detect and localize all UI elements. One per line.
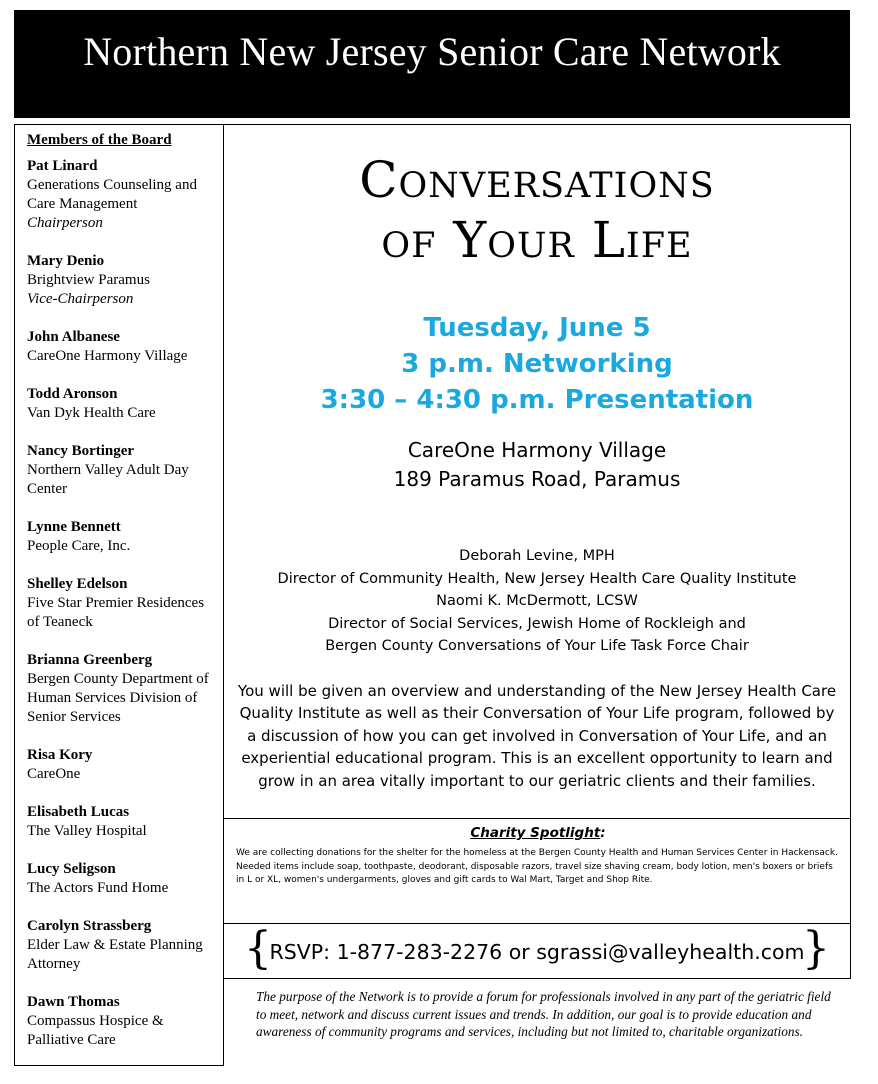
header-banner	[14, 10, 850, 118]
venue-address: 189 Paramus Road, Paramus	[393, 467, 681, 491]
board-member-name: Carolyn Strassberg	[27, 918, 152, 934]
speaker2-name: Naomi K. McDermott, LCSW	[436, 593, 638, 609]
board-member-organization: The Valley Hospital	[27, 823, 147, 839]
charity-text: We are collecting donations for the shelter for the homeless at the Bergen County Health and Human Services Center in Hackensack. Needed items include soap, toothpaste, deodorant, disposable razors, travel size shaving cream, body lotion, men's boxers or briefs in L or XL, women's undergarments, gloves and gift cards to Wal Mart, Target and Shop Rite.	[236, 848, 838, 885]
board-member-organization: Van Dyk Health Care	[27, 405, 156, 421]
event-details	[224, 310, 850, 418]
board-member-organization: Elder Law & Estate Planning Attorney	[27, 937, 203, 972]
board-member-organization: Compassus Hospice & Palliative Care	[27, 1013, 164, 1048]
event-networking-time: 3 p.m. Networking	[401, 349, 673, 379]
board-heading: Members of the Board	[27, 132, 172, 148]
board-member-name: Todd Aronson	[27, 386, 118, 402]
board-member-name: Risa Kory	[27, 747, 93, 763]
board-member	[27, 993, 215, 1050]
speaker1-name: Deborah Levine, MPH	[459, 548, 615, 564]
event-title-line1: Conversations	[359, 151, 715, 209]
speakers	[224, 545, 850, 658]
event-venue	[224, 436, 850, 494]
speaker2-title-line2: Bergen County Conversations of Your Life Task Force Chair	[325, 638, 749, 654]
board-member-organization: Generations Counseling and Care Management	[27, 177, 197, 212]
network-purpose: The purpose of the Network is to provide a forum for professionals involved in any part of the geriatric field to meet, network and discuss current issues and trends. In addition, our goal is to provide education and awareness of community programs and services, including but not limited to, charitable organizations.	[256, 989, 831, 1039]
board-member-role: Chairperson	[27, 215, 103, 231]
board-member-organization: Brightview Paramus	[27, 272, 150, 288]
network-title: Northern New Jersey Senior Care Network	[83, 29, 781, 74]
board-member-name: Nancy Bortinger	[27, 443, 135, 459]
speaker2-title-line1: Director of Social Services, Jewish Home of Rockleigh and	[328, 615, 746, 632]
charity-title: Charity Spotlight	[470, 825, 601, 841]
event-date: Tuesday, June 5	[423, 313, 651, 343]
board-member-name: Pat Linard	[27, 158, 98, 174]
board-member-name: Brianna Greenberg	[27, 652, 153, 668]
board-member	[27, 917, 215, 974]
board-member-name: Dawn Thomas	[27, 994, 120, 1010]
charity-heading	[236, 825, 840, 841]
event-presentation-time: 3:30 – 4:30 p.m. Presentation	[320, 385, 754, 415]
board-member	[27, 651, 215, 727]
board-member	[27, 518, 215, 556]
event-title	[224, 150, 850, 270]
board-member-organization: The Actors Fund Home	[27, 880, 169, 896]
board-member-name: John Albanese	[27, 329, 120, 345]
board-member-organization: Northern Valley Adult Day Center	[27, 462, 189, 497]
board-member-name: Elisabeth Lucas	[27, 804, 130, 820]
main-panel	[224, 124, 851, 979]
board-member-organization: Bergen County Department of Human Services Division of Senior Services	[27, 671, 209, 725]
speaker1-title: Director of Community Health, New Jersey Health Care Quality Institute	[277, 570, 797, 587]
right-brace: }	[802, 923, 830, 974]
board-member-organization: CareOne Harmony Village	[27, 348, 188, 364]
charity-spotlight	[224, 818, 850, 924]
board-member	[27, 157, 215, 233]
board-member-role: Vice-Chairperson	[27, 291, 134, 307]
board-sidebar	[14, 124, 224, 1066]
board-member-organization: People Care, Inc.	[27, 538, 131, 554]
board-member	[27, 575, 215, 632]
venue-name: CareOne Harmony Village	[407, 438, 667, 462]
board-member	[27, 252, 215, 309]
board-member-name: Shelley Edelson	[27, 576, 128, 592]
charity-title-colon: :	[600, 825, 606, 841]
rsvp-text: RSVP: 1-877-283-2276 or sgrassi@valleyhealth.com	[269, 939, 805, 964]
board-member	[27, 803, 215, 841]
board-member-organization: CareOne	[27, 766, 81, 782]
board-member	[27, 385, 215, 423]
board-member	[27, 442, 215, 499]
board-member	[27, 860, 215, 898]
board-member-organization: Five Star Premier Residences of Teaneck	[27, 595, 205, 630]
board-member	[27, 746, 215, 784]
event-title-line2: of Your Life	[381, 211, 693, 269]
board-member-name: Lynne Bennett	[27, 519, 121, 535]
board-member	[27, 328, 215, 366]
board-member-list	[27, 157, 215, 1050]
board-member-name: Mary Denio	[27, 253, 105, 269]
rsvp-box	[224, 924, 850, 979]
left-brace: {	[244, 923, 272, 974]
board-member-name: Lucy Seligson	[27, 861, 116, 877]
event-description: You will be given an overview and understanding of the New Jersey Health Care Quality Institute as well as their Conversation of Your Life program, followed by a discussion of how you can get involved in Conversation of Your Life, and an experiential educational program. This is an excellent opportunity to learn and grow in an area vitally important to our geriatric clients and their families.	[237, 681, 837, 790]
